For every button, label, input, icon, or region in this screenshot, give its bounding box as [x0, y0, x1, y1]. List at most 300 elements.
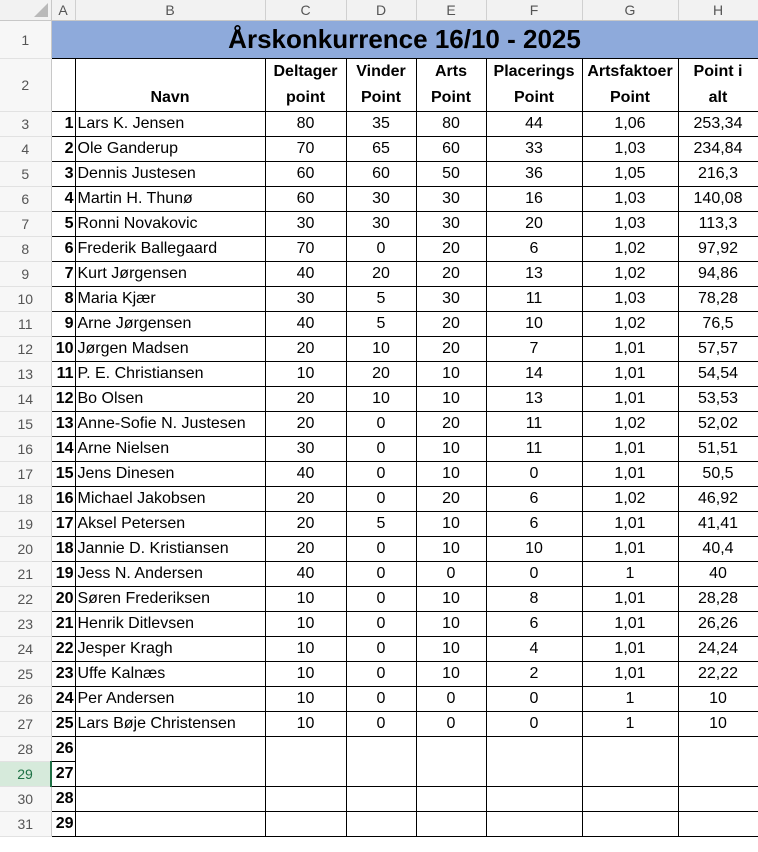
row-header[interactable]: 12 — [0, 337, 51, 362]
row-header[interactable]: 24 — [0, 637, 51, 662]
placerings-point-cell[interactable]: 16 — [486, 187, 582, 212]
rank-cell[interactable]: 5 — [51, 212, 75, 237]
empty-cell[interactable] — [346, 737, 416, 787]
table-row — [0, 687, 758, 712]
artsfaktor-cell[interactable]: 1,03 — [582, 187, 678, 212]
empty-cell[interactable] — [265, 812, 346, 837]
artsfaktor-cell[interactable]: 1,05 — [582, 162, 678, 187]
deltager-point-cell[interactable]: 70 — [265, 137, 346, 162]
placerings-point-cell[interactable]: 6 — [486, 237, 582, 262]
name-cell[interactable]: Dennis Justesen — [75, 162, 265, 187]
vinder-point-cell[interactable]: 20 — [346, 262, 416, 287]
column-header-e[interactable]: E — [416, 0, 486, 21]
deltager-point-cell[interactable]: 10 — [265, 662, 346, 687]
placerings-point-cell[interactable]: 0 — [486, 562, 582, 587]
name-cell[interactable]: Martin H. Thunø — [75, 187, 265, 212]
arts-point-cell[interactable]: 0 — [416, 687, 486, 712]
deltager-point-cell[interactable]: 20 — [265, 512, 346, 537]
empty-cell[interactable] — [416, 787, 486, 812]
placerings-point-cell[interactable]: 4 — [486, 637, 582, 662]
vinder-point-cell[interactable]: 0 — [346, 237, 416, 262]
name-cell[interactable]: Jess N. Andersen — [75, 562, 265, 587]
vinder-point-cell[interactable]: 0 — [346, 687, 416, 712]
deltager-point-cell[interactable]: 40 — [265, 262, 346, 287]
total-point-cell[interactable]: 46,92 — [678, 487, 758, 512]
placerings-point-cell[interactable]: 7 — [486, 337, 582, 362]
row-header[interactable]: 28 — [0, 737, 51, 762]
table-row — [0, 337, 758, 362]
name-cell[interactable]: Maria Kjær — [75, 287, 265, 312]
total-point-cell[interactable]: 40 — [678, 562, 758, 587]
row-header[interactable]: 17 — [0, 462, 51, 487]
rank-cell[interactable]: 13 — [51, 412, 75, 437]
artsfaktor-cell[interactable]: 1,01 — [582, 437, 678, 462]
deltager-point-cell[interactable]: 10 — [265, 637, 346, 662]
name-cell[interactable]: P. E. Christiansen — [75, 362, 265, 387]
arts-point-cell[interactable]: 10 — [416, 612, 486, 637]
rank-cell[interactable]: 4 — [51, 187, 75, 212]
artsfaktor-cell[interactable]: 1,01 — [582, 337, 678, 362]
row-header[interactable]: 23 — [0, 612, 51, 637]
empty-cell[interactable] — [678, 737, 758, 787]
empty-cell[interactable] — [416, 812, 486, 837]
deltager-point-cell[interactable]: 40 — [265, 312, 346, 337]
empty-cell[interactable] — [582, 737, 678, 787]
rank-cell[interactable]: 25 — [51, 712, 75, 737]
rank-cell[interactable]: 17 — [51, 512, 75, 537]
row-header-selected[interactable]: 29 — [0, 762, 51, 787]
empty-cell[interactable] — [486, 787, 582, 812]
total-point-cell[interactable]: 53,53 — [678, 387, 758, 412]
empty-cell[interactable] — [265, 787, 346, 812]
header-cell-deltager[interactable] — [265, 59, 346, 112]
artsfaktor-cell[interactable]: 1,02 — [582, 312, 678, 337]
placerings-point-cell[interactable]: 36 — [486, 162, 582, 187]
deltager-point-cell[interactable]: 60 — [265, 162, 346, 187]
row-header[interactable]: 30 — [0, 787, 51, 812]
name-cell[interactable]: Jesper Kragh — [75, 637, 265, 662]
placerings-point-cell[interactable]: 14 — [486, 362, 582, 387]
row-header[interactable]: 18 — [0, 487, 51, 512]
header-line: alt — [708, 89, 728, 106]
header-line: Point — [361, 89, 401, 106]
vinder-point-cell[interactable]: 20 — [346, 362, 416, 387]
name-cell[interactable]: Jens Dinesen — [75, 462, 265, 487]
header-line: Point — [514, 89, 554, 106]
total-point-cell[interactable]: 22,22 — [678, 662, 758, 687]
empty-cell[interactable] — [416, 737, 486, 787]
rank-cell[interactable]: 29 — [51, 812, 75, 837]
vinder-point-cell[interactable]: 10 — [346, 387, 416, 412]
artsfaktor-cell[interactable]: 1,02 — [582, 412, 678, 437]
deltager-point-cell[interactable]: 10 — [265, 612, 346, 637]
empty-cell[interactable] — [486, 737, 582, 787]
vinder-point-cell[interactable]: 0 — [346, 612, 416, 637]
arts-point-cell[interactable]: 20 — [416, 487, 486, 512]
placerings-point-cell[interactable]: 11 — [486, 287, 582, 312]
row-header[interactable]: 5 — [0, 162, 51, 187]
vinder-point-cell[interactable]: 10 — [346, 337, 416, 362]
rank-cell[interactable]: 28 — [51, 787, 75, 812]
rank-cell[interactable]: 1 — [51, 112, 75, 137]
empty-cell[interactable] — [346, 787, 416, 812]
rank-cell[interactable]: 14 — [51, 437, 75, 462]
arts-point-cell[interactable]: 10 — [416, 462, 486, 487]
placerings-point-cell[interactable]: 33 — [486, 137, 582, 162]
artsfaktor-cell[interactable]: 1,02 — [582, 262, 678, 287]
vinder-point-cell[interactable]: 30 — [346, 212, 416, 237]
header-line: point — [285, 89, 326, 106]
name-cell[interactable]: Kurt Jørgensen — [75, 262, 265, 287]
empty-cell[interactable] — [678, 812, 758, 837]
row-header[interactable]: 22 — [0, 587, 51, 612]
name-cell[interactable]: Ole Ganderup — [75, 137, 265, 162]
rank-cell[interactable]: 6 — [51, 237, 75, 262]
rank-cell[interactable]: 23 — [51, 662, 75, 687]
placerings-point-cell[interactable]: 6 — [486, 512, 582, 537]
rank-cell[interactable]: 10 — [51, 337, 75, 362]
total-point-cell[interactable]: 94,86 — [678, 262, 758, 287]
arts-point-cell[interactable]: 20 — [416, 237, 486, 262]
total-point-cell[interactable]: 76,5 — [678, 312, 758, 337]
row-header[interactable]: 31 — [0, 812, 51, 837]
artsfaktor-cell[interactable]: 1,01 — [582, 387, 678, 412]
placerings-point-cell[interactable]: 6 — [486, 487, 582, 512]
artsfaktor-cell[interactable]: 1,02 — [582, 237, 678, 262]
artsfaktor-cell[interactable]: 1,06 — [582, 112, 678, 137]
header-cell-artsfaktor[interactable] — [582, 59, 678, 112]
total-point-cell[interactable]: 140,08 — [678, 187, 758, 212]
rank-cell[interactable]: 3 — [51, 162, 75, 187]
header-line: Point — [610, 89, 650, 106]
empty-cell[interactable] — [486, 812, 582, 837]
arts-point-cell[interactable]: 10 — [416, 637, 486, 662]
rank-cell[interactable]: 12 — [51, 387, 75, 412]
rank-cell[interactable]: 15 — [51, 462, 75, 487]
header-cell-total[interactable] — [678, 59, 758, 112]
rank-cell[interactable]: 18 — [51, 537, 75, 562]
total-point-cell[interactable]: 97,92 — [678, 237, 758, 262]
row-header[interactable]: 26 — [0, 687, 51, 712]
artsfaktor-cell[interactable]: 1,01 — [582, 537, 678, 562]
row-header[interactable]: 10 — [0, 287, 51, 312]
empty-cell[interactable] — [346, 812, 416, 837]
placerings-point-cell[interactable]: 44 — [486, 112, 582, 137]
vinder-point-cell[interactable]: 0 — [346, 487, 416, 512]
header-line: Placerings — [493, 63, 575, 80]
table-row — [0, 737, 758, 762]
deltager-point-cell[interactable]: 20 — [265, 337, 346, 362]
placerings-point-cell[interactable]: 10 — [486, 537, 582, 562]
placerings-point-cell[interactable]: 10 — [486, 312, 582, 337]
vinder-point-cell[interactable]: 35 — [346, 112, 416, 137]
deltager-point-cell[interactable]: 10 — [265, 362, 346, 387]
header-cell-arts[interactable] — [416, 59, 486, 112]
vinder-point-cell[interactable]: 60 — [346, 162, 416, 187]
row-header[interactable]: 19 — [0, 512, 51, 537]
arts-point-cell[interactable]: 10 — [416, 387, 486, 412]
rank-cell[interactable]: 16 — [51, 487, 75, 512]
table-row — [0, 387, 758, 412]
arts-point-cell[interactable]: 30 — [416, 187, 486, 212]
artsfaktor-cell[interactable]: 1,01 — [582, 637, 678, 662]
arts-point-cell[interactable]: 0 — [416, 562, 486, 587]
deltager-point-cell[interactable]: 60 — [265, 187, 346, 212]
arts-point-cell[interactable]: 10 — [416, 437, 486, 462]
row-header[interactable]: 11 — [0, 312, 51, 337]
empty-cell[interactable] — [75, 787, 265, 812]
placerings-point-cell[interactable]: 11 — [486, 412, 582, 437]
deltager-point-cell[interactable]: 30 — [265, 437, 346, 462]
row-header[interactable]: 25 — [0, 662, 51, 687]
row-header[interactable]: 8 — [0, 237, 51, 262]
row-header[interactable]: 15 — [0, 412, 51, 437]
total-point-cell[interactable]: 28,28 — [678, 587, 758, 612]
name-cell[interactable]: Søren Frederiksen — [75, 587, 265, 612]
header-cell-rank[interactable] — [51, 59, 75, 112]
vinder-point-cell[interactable]: 0 — [346, 462, 416, 487]
table-row — [0, 462, 758, 487]
row-header[interactable]: 21 — [0, 562, 51, 587]
vinder-point-cell[interactable]: 5 — [346, 287, 416, 312]
table-row — [0, 212, 758, 237]
arts-point-cell[interactable]: 80 — [416, 112, 486, 137]
artsfaktor-cell[interactable]: 1,01 — [582, 362, 678, 387]
header-line: Deltager — [273, 63, 338, 80]
artsfaktor-cell[interactable]: 1,01 — [582, 587, 678, 612]
row-header[interactable]: 1 — [0, 21, 51, 59]
row-header[interactable]: 7 — [0, 212, 51, 237]
deltager-point-cell[interactable]: 20 — [265, 537, 346, 562]
artsfaktor-cell[interactable]: 1,03 — [582, 212, 678, 237]
table-row — [0, 812, 758, 837]
total-point-cell[interactable]: 10 — [678, 687, 758, 712]
total-point-cell[interactable]: 54,54 — [678, 362, 758, 387]
vinder-point-cell[interactable]: 0 — [346, 537, 416, 562]
vinder-point-cell[interactable]: 65 — [346, 137, 416, 162]
table-row — [0, 662, 758, 687]
total-point-cell[interactable]: 41,41 — [678, 512, 758, 537]
deltager-point-cell[interactable]: 10 — [265, 587, 346, 612]
placerings-point-cell[interactable]: 11 — [486, 437, 582, 462]
deltager-point-cell[interactable]: 40 — [265, 562, 346, 587]
arts-point-cell[interactable]: 20 — [416, 337, 486, 362]
artsfaktor-cell[interactable]: 1,01 — [582, 462, 678, 487]
table-row — [0, 437, 758, 462]
arts-point-cell[interactable]: 50 — [416, 162, 486, 187]
total-point-cell[interactable]: 113,3 — [678, 212, 758, 237]
placerings-point-cell[interactable]: 0 — [486, 712, 582, 737]
artsfaktor-cell[interactable]: 1,01 — [582, 612, 678, 637]
deltager-point-cell[interactable]: 80 — [265, 112, 346, 137]
name-cell[interactable]: Lars K. Jensen — [75, 112, 265, 137]
total-point-cell[interactable]: 51,51 — [678, 437, 758, 462]
column-header-g[interactable]: G — [582, 0, 678, 21]
table-row — [0, 312, 758, 337]
total-point-cell[interactable]: 26,26 — [678, 612, 758, 637]
empty-cell[interactable] — [75, 812, 265, 837]
table-row — [0, 412, 758, 437]
placerings-point-cell[interactable]: 0 — [486, 462, 582, 487]
rank-cell[interactable]: 24 — [51, 687, 75, 712]
deltager-point-cell[interactable]: 20 — [265, 487, 346, 512]
deltager-point-cell[interactable]: 40 — [265, 462, 346, 487]
name-cell[interactable]: Aksel Petersen — [75, 512, 265, 537]
arts-point-cell[interactable]: 0 — [416, 712, 486, 737]
table-row — [0, 137, 758, 162]
vinder-point-cell[interactable]: 5 — [346, 512, 416, 537]
total-point-cell[interactable]: 78,28 — [678, 287, 758, 312]
deltager-point-cell[interactable]: 10 — [265, 712, 346, 737]
placerings-point-cell[interactable]: 2 — [486, 662, 582, 687]
name-cell[interactable]: Arne Nielsen — [75, 437, 265, 462]
total-point-cell[interactable]: 24,24 — [678, 637, 758, 662]
artsfaktor-cell[interactable]: 1,01 — [582, 512, 678, 537]
placerings-point-cell[interactable]: 0 — [486, 687, 582, 712]
name-cell[interactable]: Frederik Ballegaard — [75, 237, 265, 262]
total-point-cell[interactable]: 40,4 — [678, 537, 758, 562]
row-header[interactable]: 14 — [0, 387, 51, 412]
name-cell[interactable]: Henrik Ditlevsen — [75, 612, 265, 637]
artsfaktor-cell[interactable]: 1 — [582, 712, 678, 737]
arts-point-cell[interactable]: 10 — [416, 587, 486, 612]
vinder-point-cell[interactable]: 0 — [346, 637, 416, 662]
rank-cell[interactable]: 27 — [51, 762, 75, 787]
header-cell-vinder[interactable] — [346, 59, 416, 112]
total-point-cell[interactable]: 50,5 — [678, 462, 758, 487]
header-line: Arts — [434, 63, 467, 80]
name-cell[interactable]: Jørgen Madsen — [75, 337, 265, 362]
row-header[interactable]: 4 — [0, 137, 51, 162]
arts-point-cell[interactable]: 10 — [416, 362, 486, 387]
table-row — [0, 587, 758, 612]
deltager-point-cell[interactable]: 10 — [265, 687, 346, 712]
empty-cell[interactable] — [582, 812, 678, 837]
deltager-point-cell[interactable]: 20 — [265, 387, 346, 412]
placerings-point-cell[interactable]: 13 — [486, 387, 582, 412]
rank-cell[interactable]: 11 — [51, 362, 75, 387]
deltager-point-cell[interactable]: 20 — [265, 412, 346, 437]
empty-cell[interactable] — [582, 787, 678, 812]
total-point-cell[interactable]: 253,34 — [678, 112, 758, 137]
vinder-point-cell[interactable]: 0 — [346, 662, 416, 687]
vinder-point-cell[interactable]: 5 — [346, 312, 416, 337]
total-point-cell[interactable]: 57,57 — [678, 337, 758, 362]
row-header[interactable]: 6 — [0, 187, 51, 212]
artsfaktor-cell[interactable]: 1,03 — [582, 287, 678, 312]
name-cell[interactable]: Ronni Novakovic — [75, 212, 265, 237]
sheet-title[interactable]: Årskonkurrence 16/10 - 2025 — [51, 21, 758, 59]
arts-point-cell[interactable]: 20 — [416, 412, 486, 437]
column-header-a[interactable]: A — [51, 0, 75, 21]
name-cell[interactable]: Per Andersen — [75, 687, 265, 712]
arts-point-cell[interactable]: 10 — [416, 537, 486, 562]
arts-point-cell[interactable]: 20 — [416, 312, 486, 337]
name-cell[interactable]: Lars Bøje Christensen — [75, 712, 265, 737]
empty-cell[interactable] — [75, 737, 265, 787]
rank-cell[interactable]: 26 — [51, 737, 75, 762]
rank-cell[interactable]: 9 — [51, 312, 75, 337]
artsfaktor-cell[interactable]: 1,02 — [582, 487, 678, 512]
column-header-h[interactable]: H — [678, 0, 758, 21]
vinder-point-cell[interactable]: 0 — [346, 587, 416, 612]
rank-cell[interactable]: 8 — [51, 287, 75, 312]
arts-point-cell[interactable]: 30 — [416, 212, 486, 237]
rank-cell[interactable]: 22 — [51, 637, 75, 662]
row-header[interactable]: 2 — [0, 59, 51, 112]
row-header[interactable]: 3 — [0, 112, 51, 137]
deltager-point-cell[interactable]: 30 — [265, 212, 346, 237]
vinder-point-cell[interactable]: 30 — [346, 187, 416, 212]
row-header[interactable]: 13 — [0, 362, 51, 387]
placerings-point-cell[interactable]: 13 — [486, 262, 582, 287]
name-cell[interactable]: Michael Jakobsen — [75, 487, 265, 512]
placerings-point-cell[interactable]: 8 — [486, 587, 582, 612]
total-point-cell[interactable]: 234,84 — [678, 137, 758, 162]
column-header-c[interactable]: C — [265, 0, 346, 21]
header-cell-placerings[interactable] — [486, 59, 582, 112]
vinder-point-cell[interactable]: 0 — [346, 412, 416, 437]
table-row — [0, 487, 758, 512]
name-cell[interactable]: Jannie D. Kristiansen — [75, 537, 265, 562]
artsfaktor-cell[interactable]: 1 — [582, 687, 678, 712]
name-cell[interactable]: Arne Jørgensen — [75, 312, 265, 337]
arts-point-cell[interactable]: 10 — [416, 512, 486, 537]
row-header[interactable]: 16 — [0, 437, 51, 462]
rank-cell[interactable]: 20 — [51, 587, 75, 612]
rank-cell[interactable]: 19 — [51, 562, 75, 587]
total-point-cell[interactable]: 10 — [678, 712, 758, 737]
row-header[interactable]: 9 — [0, 262, 51, 287]
placerings-point-cell[interactable]: 6 — [486, 612, 582, 637]
vinder-point-cell[interactable]: 0 — [346, 437, 416, 462]
artsfaktor-cell[interactable]: 1,01 — [582, 662, 678, 687]
select-all-corner[interactable] — [0, 0, 51, 21]
row-header[interactable]: 27 — [0, 712, 51, 737]
name-cell[interactable]: Uffe Kalnæs — [75, 662, 265, 687]
empty-cell[interactable] — [678, 787, 758, 812]
deltager-point-cell[interactable]: 70 — [265, 237, 346, 262]
table-row — [0, 537, 758, 562]
header-cell-navn[interactable]: Navn — [75, 59, 265, 112]
arts-point-cell[interactable]: 20 — [416, 262, 486, 287]
row-header[interactable]: 20 — [0, 537, 51, 562]
rank-cell[interactable]: 2 — [51, 137, 75, 162]
vinder-point-cell[interactable]: 0 — [346, 562, 416, 587]
artsfaktor-cell[interactable]: 1,03 — [582, 137, 678, 162]
column-header-b[interactable]: B — [75, 0, 265, 21]
table-row — [0, 287, 758, 312]
arts-point-cell[interactable]: 60 — [416, 137, 486, 162]
rank-cell[interactable]: 21 — [51, 612, 75, 637]
deltager-point-cell[interactable]: 30 — [265, 287, 346, 312]
name-cell[interactable]: Bo Olsen — [75, 387, 265, 412]
column-header-d[interactable]: D — [346, 0, 416, 21]
rank-cell[interactable]: 7 — [51, 262, 75, 287]
total-point-cell[interactable]: 52,02 — [678, 412, 758, 437]
name-cell[interactable]: Anne-Sofie N. Justesen — [75, 412, 265, 437]
total-point-cell[interactable]: 216,3 — [678, 162, 758, 187]
table-row — [0, 362, 758, 387]
artsfaktor-cell[interactable]: 1 — [582, 562, 678, 587]
arts-point-cell[interactable]: 10 — [416, 662, 486, 687]
column-header-f[interactable]: F — [486, 0, 582, 21]
placerings-point-cell[interactable]: 20 — [486, 212, 582, 237]
header-line: Point i — [693, 63, 743, 80]
arts-point-cell[interactable]: 30 — [416, 287, 486, 312]
empty-cell[interactable] — [265, 737, 346, 787]
vinder-point-cell[interactable]: 0 — [346, 712, 416, 737]
